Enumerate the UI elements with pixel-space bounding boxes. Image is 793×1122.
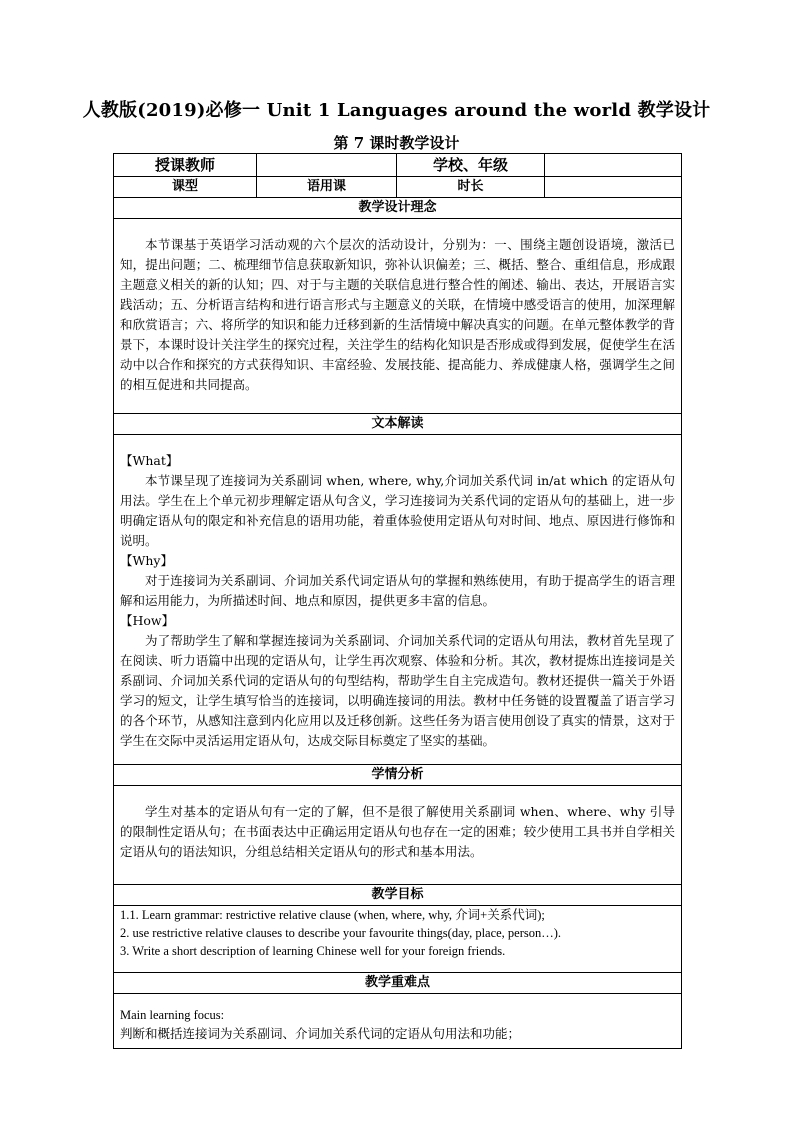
what-label: 【What】 xyxy=(120,453,179,468)
teacher-label: 授课教师 xyxy=(114,154,257,177)
lesson-type-label: 课型 xyxy=(114,177,257,198)
learner-cell xyxy=(114,786,682,885)
school-grade-value xyxy=(545,154,682,177)
concept-heading: 教学设计理念 xyxy=(114,198,682,219)
objectives-cell xyxy=(114,906,682,973)
section-header-concept xyxy=(114,198,682,219)
document-title: 人教版(2019)必修一 Unit 1 Languages around the world 教学设计 xyxy=(82,100,711,121)
objective-item: 1.1. Learn grammar: restrictive relative clause (when, where, why, 介词+关系代词); xyxy=(120,908,545,922)
key-points-heading: 教学重难点 xyxy=(114,973,682,994)
what-text: 本节课呈现了连接词为关系副词 when, where, why,介词加关系代词 in/at which 的定语从句用法。学生在上个单元初步理解定语从句含义，学习连接词为关系代词的定语从句的基础上，进一步明确定语从句的限定和补充信息的语用功能，着重体验使用定语从句对时间、地点、原因进行修饰和说明。 xyxy=(120,473,675,548)
learner-text: 学生对基本的定语从句有一定的了解，但不是很了解使用关系副词 when、where、why 引导的限制性定语从句；在书面表达中正确运用定语从句也存在一定的困难；较少使用工具书并自学相关定语从句的语法知识，分组总结相关定语从句的形式和基本用法。 xyxy=(120,804,675,859)
objective-item: 2. use restrictive relative clauses to describe your favourite things(day, place, person…). xyxy=(120,926,562,940)
section-body-objectives xyxy=(114,906,682,973)
focus-text: 判断和概括连接词为关系副词、介词加关系代词的定语从句用法和功能； xyxy=(120,1026,521,1041)
duration-label: 时长 xyxy=(397,177,545,198)
why-text: 对于连接词为关系副词、介词加关系代词定语从句的掌握和熟练使用，有助于提高学生的语言理解和运用能力，为所描述时间、地点和原因，提供更多丰富的信息。 xyxy=(120,573,675,608)
concept-text: 本节课基于英语学习活动观的六个层次的活动设计，分别为：一、围绕主题创设语境，激活已知，提出问题；二、梳理细节信息获取新知识，弥补认识偏差；三、概括、整合、重组信息，形成跟主题意义相关的新的认知；四、对于与主题的关联信息进行整合性的阐述、输出、表达，开展语言实践活动；五、分析语言结构和进行语言形式与主题意义的关联，在情境中感受语言的使用，加深理解和欣赏语言；六、将所学的知识和能力迁移到新的生活情境中解决真实的问题。在单元整体教学的背景下，本课时设计关注学生的探究过程，关注学生的结构化知识是否形成或得到发展，促使学生在活动中以合作和探究的方式获得知识、丰富经验、发展技能、提高能力、养成健康人格，强调学生之间的相互促进和共同提高。 xyxy=(120,237,675,392)
concept-cell xyxy=(114,219,682,414)
section-body-text-analysis xyxy=(114,435,682,765)
section-header-key-points xyxy=(114,973,682,994)
info-row-type xyxy=(114,177,682,198)
how-label: 【How】 xyxy=(120,613,175,628)
lesson-subtitle: 第 7 课时教学设计 xyxy=(333,134,460,152)
focus-label: Main learning focus: xyxy=(120,1008,225,1022)
key-points-cell xyxy=(114,994,682,1049)
lesson-plan-table xyxy=(113,153,682,1049)
section-header-objectives xyxy=(114,885,682,906)
teacher-value xyxy=(257,154,397,177)
section-body-key-points xyxy=(114,994,682,1049)
why-label: 【Why】 xyxy=(120,553,173,568)
objectives-heading: 教学目标 xyxy=(114,885,682,906)
school-grade-label: 学校、年级 xyxy=(397,154,545,177)
section-body-concept xyxy=(114,219,682,414)
info-row-teacher xyxy=(114,154,682,177)
duration-value xyxy=(545,177,682,198)
objective-item: 3. Write a short description of learning Chinese well for your foreign friends. xyxy=(120,944,506,958)
section-header-learner xyxy=(114,765,682,786)
how-text: 为了帮助学生了解和掌握连接词为关系副词、介词加关系代词的定语从句用法，教材首先呈现了在阅读、听力语篇中出现的定语从句，让学生再次观察、体验和分析。其次，教材提炼出连接词是关系副词、介词加关系代词的定语从句的句型结构，帮助学生自主完成造句。教材还提供一篇关于外语学习的短文，让学生填写恰当的连接词，以明确连接词的用法。教材中任务链的设置覆盖了语言学习的各个环节，从感知注意到内化应用以及迁移创新。这些任务为语言使用创设了真实的情景，这对于学生在交际中灵活运用定语从句，达成交际目标奠定了坚实的基础。 xyxy=(120,633,675,748)
section-header-text-analysis xyxy=(114,414,682,435)
section-body-learner xyxy=(114,786,682,885)
learner-heading: 学情分析 xyxy=(114,765,682,786)
text-analysis-cell xyxy=(114,435,682,765)
text-analysis-heading: 文本解读 xyxy=(114,414,682,435)
lesson-type-value: 语用课 xyxy=(257,177,397,198)
